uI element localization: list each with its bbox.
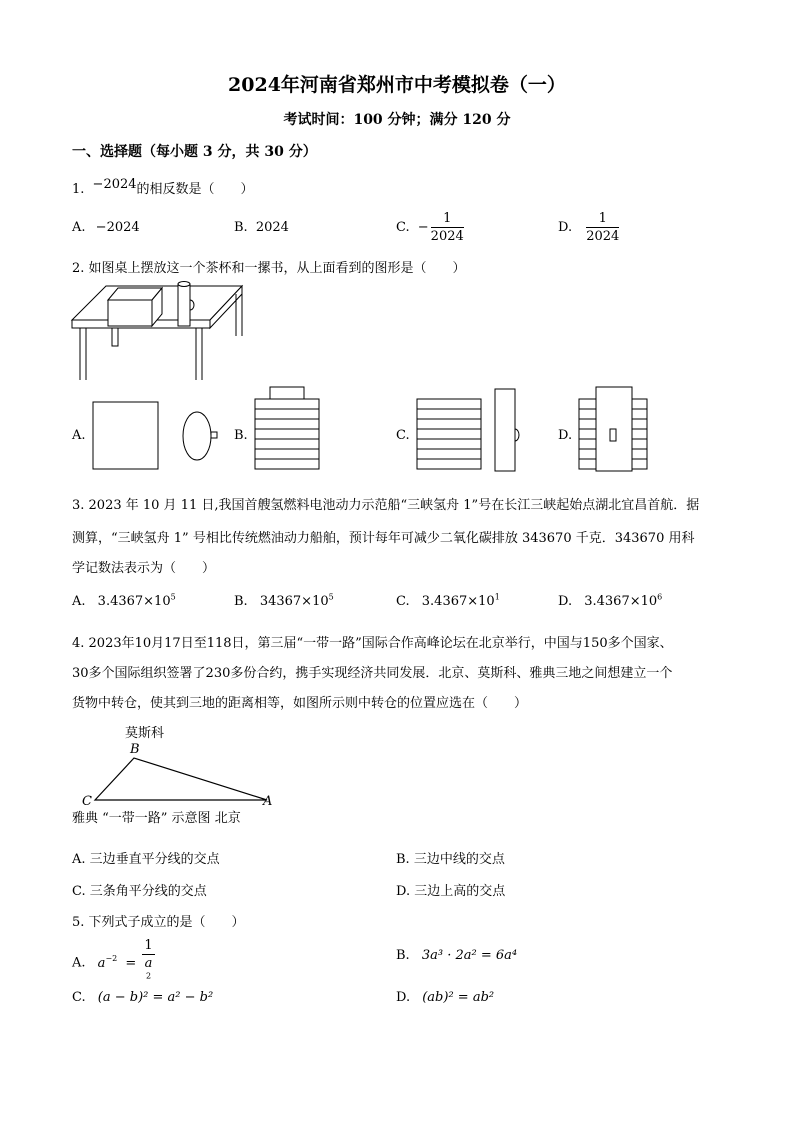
table-figure [70, 280, 250, 384]
equals-sign: = [125, 955, 137, 971]
q4-option-d: D. 三边上高的交点 [396, 884, 506, 899]
fraction [431, 210, 464, 245]
q1-option-a [72, 220, 140, 235]
denominator: 2024 [586, 229, 620, 244]
vertex-label-b: B [130, 742, 140, 757]
q5-option-b [396, 948, 517, 963]
denominator [142, 955, 154, 989]
cup-top-view [183, 412, 211, 460]
exponent: −2 [105, 954, 118, 964]
option-label: D. [558, 220, 573, 235]
section-heading: 一、选择题（每小题 3 分，共 30 分） [72, 144, 317, 160]
q5-option-d [396, 990, 494, 1005]
question-4-line-2: 30多个国际组织签署了230多份合约，携手实现经济共同发展．北京、莫斯科、雅典三地之间想建立一个 [72, 666, 673, 681]
numerator: 1 [431, 210, 464, 228]
option-value: 2024 [255, 220, 289, 235]
cup-side-view [270, 387, 304, 399]
question-3-line-3: 学记数法表示为（ ） [72, 561, 216, 576]
option-value: 3.4367×10 [584, 594, 658, 609]
option-label: A. [72, 955, 86, 971]
option-label: A. [72, 594, 86, 609]
vertex-label-a: A [263, 794, 273, 809]
figure-caption: 雅典 “一带一路” 示意图 北京 [72, 811, 241, 826]
q1-number: 1. [72, 182, 85, 197]
base: a [97, 955, 106, 971]
option-expression: (a − b)² = a² − b² [97, 990, 214, 1005]
question-1-stem [72, 178, 254, 197]
q5-option-c [72, 990, 213, 1005]
denominator: 2024 [430, 229, 464, 244]
exam-info: 考试时间：100 分钟；满分 120 分 [283, 112, 511, 128]
option-label: B. [396, 948, 410, 963]
fraction [142, 937, 154, 989]
fraction [586, 210, 619, 245]
question-4-line-1: 4. 2023年10月17日至118日，第三届“一带一路”国际合作高峰论坛在北京举行，中国与150多个国家、 [72, 636, 673, 651]
q1-term: −2024 [92, 177, 137, 192]
exponent: 5 [328, 592, 334, 602]
q3-option-c [396, 594, 500, 609]
teacup-rim [178, 282, 190, 287]
triangle-abc [95, 758, 267, 800]
q1-option-d [558, 210, 619, 245]
question-5-stem: 5. 下列式子成立的是（ ） [72, 915, 245, 930]
exponent: 5 [170, 592, 176, 602]
teacup-body [178, 284, 190, 326]
table-leg-back-left [112, 328, 118, 346]
q1-stem-suffix: 的相反数是（ ） [136, 182, 254, 197]
exponent: 2 [146, 971, 152, 981]
option-expression: 3a³ · 2a² = 6a⁴ [421, 948, 518, 963]
option-label: B. [234, 220, 248, 235]
vertex-label-c: C [82, 794, 92, 809]
q4-option-b: B. 三边中线的交点 [396, 852, 505, 867]
minus-sign: − [417, 220, 429, 235]
option-expression: (ab)² = ab² [422, 990, 495, 1005]
option-label: B. [234, 594, 248, 609]
q2-option-b-figure [252, 385, 324, 471]
q1-option-c [396, 210, 464, 245]
label-moscow: 莫斯科 [125, 726, 165, 741]
option-label: C. [396, 220, 410, 235]
q2-option-d-figure [576, 385, 656, 475]
option-label: C. [396, 594, 410, 609]
q2-option-c-figure [414, 385, 526, 475]
q4-option-a: A. 三边垂直平分线的交点 [72, 852, 220, 867]
option-label: C. [72, 990, 86, 1005]
cup-handle-view [211, 432, 217, 438]
question-2-stem: 2. 如图桌上摆放这一个茶杯和一摞书，从上面看到的图形是（ ） [72, 261, 466, 276]
book-top-view [93, 402, 158, 469]
denominator-base: a [144, 956, 153, 971]
question-4-line-3: 货物中转仓，使其到三地的距离相等，如图所示则中转仓的位置应选在（ ） [72, 696, 528, 711]
cup-handle-view [515, 429, 519, 441]
option-label: D. [558, 594, 573, 609]
q3-option-a [72, 594, 176, 609]
question-3-line-2: 测算，“三峡氢舟 1” 号相比传统燃油动力船舶，预计每年可减少二氧化碳排放 343670 千克．343670 用科 [72, 531, 695, 546]
question-3-line-1: 3. 2023 年 10 月 11 日,我国首艘氢燃料电池动力示范船“三峡氢舟 1”号在长江三峡起始点湖北宜昌首航．据 [72, 498, 700, 513]
numerator: 1 [586, 210, 619, 228]
cup-handle-view [610, 429, 616, 441]
q2-option-b-label: B. [234, 428, 248, 443]
q5-option-a [72, 937, 155, 989]
exponent: 6 [657, 592, 663, 602]
q2-option-a-label: A. [72, 428, 86, 443]
numerator: 1 [144, 938, 153, 953]
q1-option-b [234, 220, 289, 235]
q3-option-d [558, 594, 662, 609]
book-stack-front [108, 300, 152, 326]
exponent: 1 [494, 592, 500, 602]
q2-option-a-figure [90, 400, 220, 470]
option-value: 34367×10 [259, 594, 329, 609]
q4-option-c: C. 三条角平分线的交点 [72, 884, 207, 899]
option-value: 3.4367×10 [97, 594, 171, 609]
option-value: −2024 [95, 220, 140, 235]
page-title: 2024年河南省郑州市中考模拟卷（一） [228, 74, 566, 96]
triangle-figure [72, 722, 302, 832]
q2-option-d-label: D. [558, 428, 573, 443]
cup-side-view [495, 389, 515, 471]
option-label: A. [72, 220, 86, 235]
q2-option-c-label: C. [396, 428, 410, 443]
option-value: 3.4367×10 [421, 594, 495, 609]
q3-option-b [234, 594, 334, 609]
option-label: D. [396, 990, 411, 1005]
